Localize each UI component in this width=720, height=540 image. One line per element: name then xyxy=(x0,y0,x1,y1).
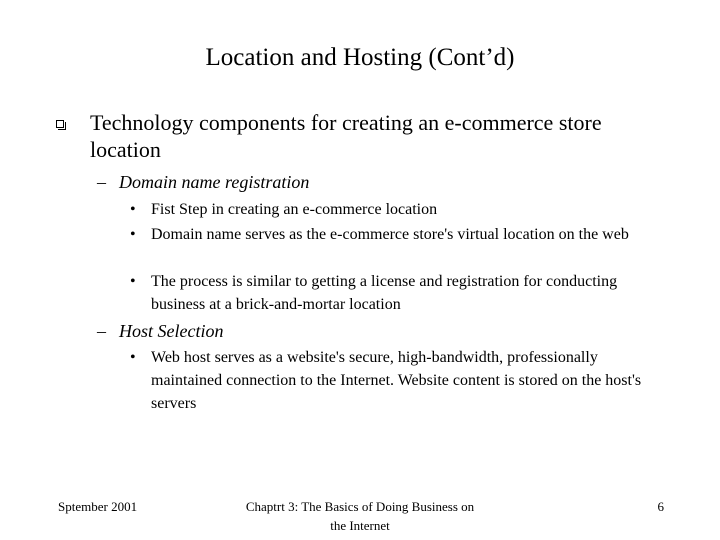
list-item xyxy=(130,198,665,221)
bullet-dot-icon: • xyxy=(130,226,136,243)
section-heading-host xyxy=(97,320,223,342)
section-heading-text: Host Selection xyxy=(119,321,224,341)
dash-marker: – xyxy=(97,172,106,192)
list-item-text: Web host serves as a website's secure, high-bandwidth, professionally maintained connection to the Internet. Website content is stored on the host's servers xyxy=(151,349,642,412)
list-item xyxy=(130,346,665,415)
list-item xyxy=(130,223,665,246)
list-item xyxy=(130,270,665,316)
bullet-dot-icon: • xyxy=(130,201,136,218)
list-item-text: The process is similar to getting a license and registration for conducting business at a brick-and-mortar location xyxy=(151,273,618,313)
section-heading-domain xyxy=(97,171,309,193)
page-number: 6 xyxy=(657,499,664,514)
section-heading-text: Domain name registration xyxy=(119,172,310,192)
list-item-text: Domain name serves as the e-commerce store's virtual location on the web xyxy=(151,226,629,243)
bullet-dot-icon: • xyxy=(130,349,136,366)
square-bullet-icon xyxy=(56,120,64,128)
list-item-text: Fist Step in creating an e-commerce location xyxy=(151,201,438,218)
slide-title: Location and Hosting (Cont’d) xyxy=(205,44,515,71)
main-point: Technology components for creating an e-commerce store location xyxy=(90,110,602,162)
footer-chapter: Chaptrt 3: The Basics of Doing Business on the Internet xyxy=(245,499,475,533)
footer-date: Sptember 2001 xyxy=(58,499,138,514)
bullet-dot-icon: • xyxy=(130,273,136,290)
dash-marker: – xyxy=(97,321,106,341)
